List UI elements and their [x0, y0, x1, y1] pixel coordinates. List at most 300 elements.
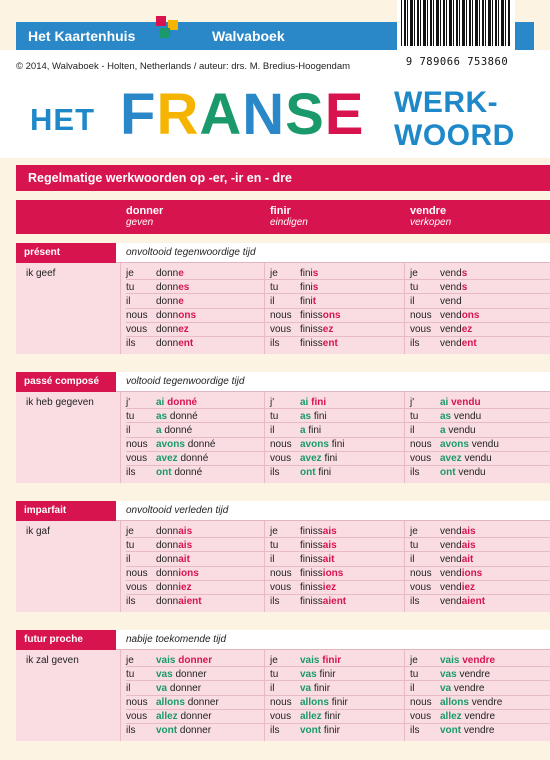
verb-stem: donn — [156, 324, 179, 336]
conjugation-row — [16, 524, 550, 538]
verb-stem: donné — [164, 424, 193, 436]
verb-form — [440, 540, 476, 551]
auxiliary: as — [156, 410, 168, 422]
verb-stem: fini — [300, 295, 313, 307]
verb-form — [156, 411, 198, 422]
pronoun: ils — [126, 725, 136, 737]
verb-header — [16, 200, 550, 234]
pronoun: vous — [270, 324, 292, 336]
verb-name: vendre — [410, 205, 447, 217]
verb-form — [156, 526, 192, 537]
pronoun: vous — [126, 324, 148, 336]
verb-stem: vendre — [464, 711, 496, 723]
verb-form — [156, 582, 192, 593]
verb-form — [440, 725, 494, 736]
verb-form — [300, 411, 327, 422]
pronoun: vous — [270, 453, 292, 465]
pronoun: il — [410, 295, 415, 307]
verb-form — [300, 425, 321, 436]
conjugation-row — [16, 667, 550, 681]
verb-stem: donn — [156, 310, 179, 322]
verb-stem: donné — [187, 439, 216, 451]
tense-body — [16, 650, 550, 741]
pronoun: tu — [410, 668, 419, 680]
verb-ending: vendre — [462, 654, 496, 666]
verb-stem: finiss — [300, 324, 323, 336]
pronoun: je — [126, 654, 134, 666]
verb-form — [156, 439, 216, 450]
verb-form — [440, 669, 490, 680]
tense-description: onvoltooid tegenwoordige tijd — [126, 247, 256, 258]
verb-header-donner — [126, 205, 163, 228]
verb-stem: fini — [313, 410, 327, 422]
tense-body — [16, 521, 550, 612]
verb-ending: ions — [322, 568, 344, 580]
tense-name: présent — [16, 243, 116, 263]
pronoun: tu — [410, 281, 419, 293]
verb-ending: iez — [461, 582, 476, 594]
verb-name: finir — [270, 205, 291, 217]
verb-form — [156, 324, 189, 335]
pronoun: vous — [410, 711, 432, 723]
verb-stem: donn — [156, 596, 179, 608]
verb-stem: donner — [180, 711, 212, 723]
pronoun: vous — [126, 582, 148, 594]
verb-name: donner — [126, 205, 164, 217]
pronoun: tu — [410, 539, 419, 551]
tense-section — [16, 630, 550, 741]
verb-stem: vendu — [471, 439, 499, 451]
verb-form — [300, 582, 336, 593]
verb-ending: ent — [461, 338, 477, 350]
verb-header-finir — [270, 205, 308, 228]
verb-form — [440, 268, 467, 279]
pronoun: ils — [270, 467, 280, 479]
verb-ending: aient — [461, 596, 486, 608]
verb-stem: vend — [440, 525, 462, 537]
auxiliary: ont — [300, 467, 316, 479]
auxiliary: avons — [440, 439, 469, 451]
pronoun: j' — [410, 396, 415, 408]
verb-form — [300, 338, 338, 349]
auxiliary: allons — [300, 697, 329, 709]
title-werkwoord — [394, 86, 515, 152]
pronoun: nous — [410, 310, 432, 322]
verb-stem: finiss — [300, 596, 323, 608]
verb-form — [156, 683, 201, 694]
auxiliary: as — [300, 410, 312, 422]
publisher-name: Het Kaartenhuis — [28, 28, 136, 44]
title-letter: A — [199, 82, 243, 147]
pronoun: je — [410, 525, 418, 537]
verb-form — [156, 596, 202, 607]
pronoun: ils — [410, 596, 420, 608]
pronoun: nous — [126, 568, 148, 580]
verb-ending: ais — [322, 539, 337, 551]
verb-ending: ons — [461, 310, 480, 322]
copyright-text: © 2014, Walvaboek - Holten, Netherlands / auteur: drs. M. Bredius-Hoogendam — [16, 61, 351, 72]
verb-stem: finir — [331, 697, 348, 709]
verb-stem: vend — [440, 582, 462, 594]
verb-stem: fini — [308, 424, 322, 436]
verb-stem: vend — [440, 267, 462, 279]
tense-description: onvoltooid verleden tijd — [126, 505, 229, 516]
verb-stem: vend — [440, 596, 462, 608]
pronoun: je — [270, 267, 278, 279]
pronoun: nous — [270, 310, 292, 322]
pronoun: nous — [126, 439, 148, 451]
verb-stem: vendre — [471, 697, 503, 709]
pronoun: vous — [270, 711, 292, 723]
pronoun: je — [410, 654, 418, 666]
title-letter: F — [120, 82, 157, 147]
verb-form — [300, 268, 318, 279]
verb-stem: finir — [319, 668, 336, 680]
verb-form — [440, 554, 473, 565]
title-letter: S — [285, 82, 325, 147]
auxiliary: allez — [440, 711, 462, 723]
conjugation-row — [16, 395, 550, 409]
verb-stem: donn — [156, 553, 179, 565]
pronoun: je — [270, 525, 278, 537]
verb-form — [440, 697, 502, 708]
pronoun: ils — [126, 596, 136, 608]
verb-stem: donné — [174, 467, 203, 479]
conjugation-row — [16, 452, 550, 466]
pronoun: il — [126, 424, 131, 436]
verb-ending: donner — [178, 654, 213, 666]
verb-form — [300, 282, 318, 293]
verb-form — [300, 453, 337, 464]
verb-stem: vend — [440, 568, 462, 580]
verb-stem: vend — [440, 539, 462, 551]
verb-ending: s — [312, 267, 319, 279]
tense-body — [16, 392, 550, 483]
verb-stem: donn — [156, 568, 179, 580]
pronoun: il — [126, 553, 131, 565]
pronoun: nous — [410, 439, 432, 451]
pronoun: ils — [410, 725, 420, 737]
pronoun: il — [270, 682, 275, 694]
verb-form — [300, 596, 346, 607]
verb-ending: e — [178, 267, 184, 279]
tense-meaning: ik geef — [26, 268, 56, 279]
verb-stem: vendre — [459, 668, 491, 680]
verb-form — [440, 596, 485, 607]
verb-form — [440, 655, 495, 666]
verb-form — [440, 338, 477, 349]
subtitle-band: Regelmatige werkwoorden op -er, -ir en - dre — [16, 165, 550, 191]
verb-form — [300, 697, 348, 708]
tense-header — [16, 372, 550, 392]
verb-ending: s — [312, 281, 319, 293]
auxiliary: vont — [440, 725, 462, 737]
conjugation-row — [16, 724, 550, 738]
pronoun: nous — [410, 697, 432, 709]
verb-form — [300, 655, 341, 666]
verb-form — [440, 296, 462, 307]
verb-form — [300, 397, 326, 408]
verb-stem: finiss — [300, 582, 323, 594]
conjugation-row — [16, 696, 550, 710]
verb-stem: vend — [440, 310, 462, 322]
verb-ending: iez — [178, 582, 192, 594]
auxiliary: vais — [440, 654, 460, 666]
pronoun: nous — [270, 439, 292, 451]
verb-stem: vend — [440, 553, 462, 565]
title-letter: N — [242, 82, 286, 147]
tense-meaning: ik gaf — [26, 526, 50, 537]
conjugation-row — [16, 438, 550, 452]
logo-block-red — [156, 16, 166, 26]
verb-ending: donné — [167, 396, 198, 408]
pronoun: nous — [410, 568, 432, 580]
verb-stem: donn — [156, 267, 179, 279]
verb-form — [300, 669, 336, 680]
verb-stem: finiss — [300, 338, 323, 350]
verb-stem: vendre — [463, 725, 495, 737]
auxiliary: avez — [156, 453, 178, 465]
verb-stem: finiss — [300, 310, 323, 322]
title-franse — [120, 84, 364, 146]
verb-form — [156, 467, 202, 478]
verb-header-vendre — [410, 205, 451, 228]
auxiliary: avons — [300, 439, 329, 451]
verb-ending: iez — [322, 582, 337, 594]
verb-form — [156, 540, 192, 551]
verb-form — [156, 554, 190, 565]
verb-form — [440, 582, 475, 593]
pronoun: je — [410, 267, 418, 279]
pronoun: vous — [410, 582, 432, 594]
verb-stem: finir — [313, 682, 331, 694]
verb-stem: donner — [187, 697, 219, 709]
auxiliary: vont — [300, 725, 322, 737]
conjugation-row — [16, 309, 550, 323]
verb-stem: finiss — [300, 553, 323, 565]
auxiliary: allez — [300, 711, 322, 723]
pronoun: tu — [126, 668, 135, 680]
verb-ending: ons — [322, 310, 341, 322]
verb-stem: fini — [300, 281, 313, 293]
pronoun: ils — [270, 338, 280, 350]
verb-stem: fini — [300, 267, 313, 279]
tense-section — [16, 501, 550, 612]
pronoun: je — [126, 267, 134, 279]
pronoun: il — [126, 682, 131, 694]
pronoun: ils — [410, 467, 420, 479]
verb-stem: vend — [440, 281, 462, 293]
tense-header — [16, 501, 550, 521]
verb-form — [300, 683, 330, 694]
verb-ending: vendu — [451, 396, 481, 408]
verb-ending: ent — [322, 338, 338, 350]
title-letter: E — [324, 82, 365, 147]
verb-ending: ait — [461, 553, 474, 565]
verb-ending: fini — [311, 396, 327, 408]
verb-form — [300, 711, 341, 722]
conjugation-row — [16, 466, 550, 480]
verb-form — [440, 324, 472, 335]
verb-ending: ait — [322, 553, 335, 565]
verb-stem: vendu — [448, 424, 476, 436]
title-werk-line1: WERK- — [394, 86, 499, 119]
verb-form — [440, 397, 481, 408]
pronoun: vous — [126, 711, 148, 723]
verb-ending: ent — [178, 338, 194, 350]
pronoun: ils — [126, 338, 136, 350]
verb-form — [440, 310, 479, 321]
verb-form — [440, 467, 486, 478]
verb-stem: fini — [331, 439, 345, 451]
verb-stem: donn — [156, 582, 179, 594]
auxiliary: vais — [300, 654, 320, 666]
verb-stem: donner — [179, 725, 212, 737]
title-het: HET — [30, 102, 95, 137]
auxiliary: ont — [156, 467, 172, 479]
pronoun: j' — [126, 396, 131, 408]
pronoun: tu — [270, 539, 279, 551]
verb-ending: ais — [461, 525, 476, 537]
tense-description: nabije toekomende tijd — [126, 634, 227, 645]
auxiliary: va — [440, 682, 452, 694]
tense-section — [16, 243, 550, 354]
auxiliary: ai — [156, 396, 165, 408]
verb-stem: vendu — [464, 453, 492, 465]
pronoun: il — [270, 553, 275, 565]
verb-ending: ais — [461, 539, 476, 551]
pronoun: je — [270, 654, 278, 666]
logo-block-green — [160, 28, 170, 38]
conjugation-row — [16, 552, 550, 566]
pronoun: vous — [410, 324, 432, 336]
verb-form — [156, 425, 192, 436]
tense-body — [16, 263, 550, 354]
conjugation-row — [16, 409, 550, 423]
verb-form — [156, 282, 189, 293]
verb-stem: donner — [169, 682, 202, 694]
verb-form — [300, 310, 341, 321]
verb-form — [156, 669, 207, 680]
verb-translation: verkopen — [410, 217, 452, 228]
pronoun: nous — [270, 568, 292, 580]
verb-stem: donn — [156, 525, 179, 537]
verb-stem: vend — [440, 338, 462, 350]
conjugation-row — [16, 323, 550, 337]
verb-form — [156, 310, 196, 321]
conjugation-row — [16, 294, 550, 308]
pronoun: vous — [270, 582, 292, 594]
auxiliary: allons — [440, 697, 469, 709]
verb-stem: finiss — [300, 568, 323, 580]
verb-ending: ions — [461, 568, 483, 580]
auxiliary: a — [440, 424, 446, 436]
title-letter: R — [156, 82, 200, 147]
verb-form — [156, 338, 193, 349]
pronoun: nous — [126, 697, 148, 709]
pronoun: il — [270, 295, 275, 307]
verb-form — [156, 453, 208, 464]
auxiliary: allez — [156, 711, 178, 723]
verb-translation: eindigen — [270, 217, 308, 228]
verb-stem: vendu — [458, 467, 486, 479]
verb-form — [156, 697, 219, 708]
verb-stem: finir — [323, 725, 341, 737]
verb-form — [156, 725, 211, 736]
pronoun: nous — [126, 310, 148, 322]
verb-form — [156, 655, 212, 666]
logo-block-blue — [172, 30, 180, 38]
verb-ending: aient — [178, 596, 202, 608]
verb-stem: finiss — [300, 539, 323, 551]
conjugation-row — [16, 266, 550, 280]
verb-stem: donn — [156, 281, 179, 293]
conjugation-row — [16, 538, 550, 552]
verb-form — [440, 411, 481, 422]
verb-ending: s — [461, 281, 468, 293]
verb-form — [440, 425, 476, 436]
verb-stem: donné — [180, 453, 209, 465]
tense-name: passé composé — [16, 372, 116, 392]
auxiliary: vas — [300, 668, 317, 680]
pronoun: je — [126, 525, 134, 537]
auxiliary: avez — [300, 453, 322, 465]
verb-form — [300, 568, 343, 579]
verb-ending: ons — [178, 310, 197, 322]
series-label: Walvaboek — [212, 28, 285, 44]
verb-ending: ais — [178, 539, 193, 551]
verb-form — [156, 711, 212, 722]
verb-ending: aient — [322, 596, 347, 608]
verb-form — [300, 439, 344, 450]
conjugation-row — [16, 280, 550, 294]
verb-form — [440, 453, 492, 464]
conjugation-row — [16, 423, 550, 437]
tense-section — [16, 372, 550, 483]
verb-stem: finiss — [300, 525, 323, 537]
auxiliary: ont — [440, 467, 456, 479]
verb-stem: donn — [156, 338, 179, 350]
auxiliary: va — [156, 682, 168, 694]
verb-form — [300, 467, 331, 478]
verb-form — [440, 683, 484, 694]
verb-translation: geven — [126, 217, 154, 228]
pronoun: ils — [410, 338, 420, 350]
conjugation-row — [16, 567, 550, 581]
auxiliary: avez — [440, 453, 462, 465]
verb-ending: ez — [178, 324, 189, 336]
verb-form — [156, 568, 199, 579]
pronoun: ils — [270, 596, 280, 608]
verb-form — [156, 397, 197, 408]
verb-form — [300, 296, 316, 307]
verb-form — [440, 282, 467, 293]
auxiliary: vais — [156, 654, 176, 666]
verb-stem: vendre — [453, 682, 485, 694]
verb-form — [440, 568, 482, 579]
conjugation-row — [16, 581, 550, 595]
barcode-number: 9 789066 753860 — [405, 56, 509, 68]
pronoun: j' — [270, 396, 275, 408]
verb-form — [440, 526, 476, 537]
pronoun: vous — [126, 453, 148, 465]
auxiliary: vas — [156, 668, 173, 680]
auxiliary: a — [156, 424, 162, 436]
pronoun: tu — [126, 410, 135, 422]
pronoun: il — [126, 295, 131, 307]
verb-stem: donner — [175, 668, 207, 680]
conjugation-row — [16, 595, 550, 609]
